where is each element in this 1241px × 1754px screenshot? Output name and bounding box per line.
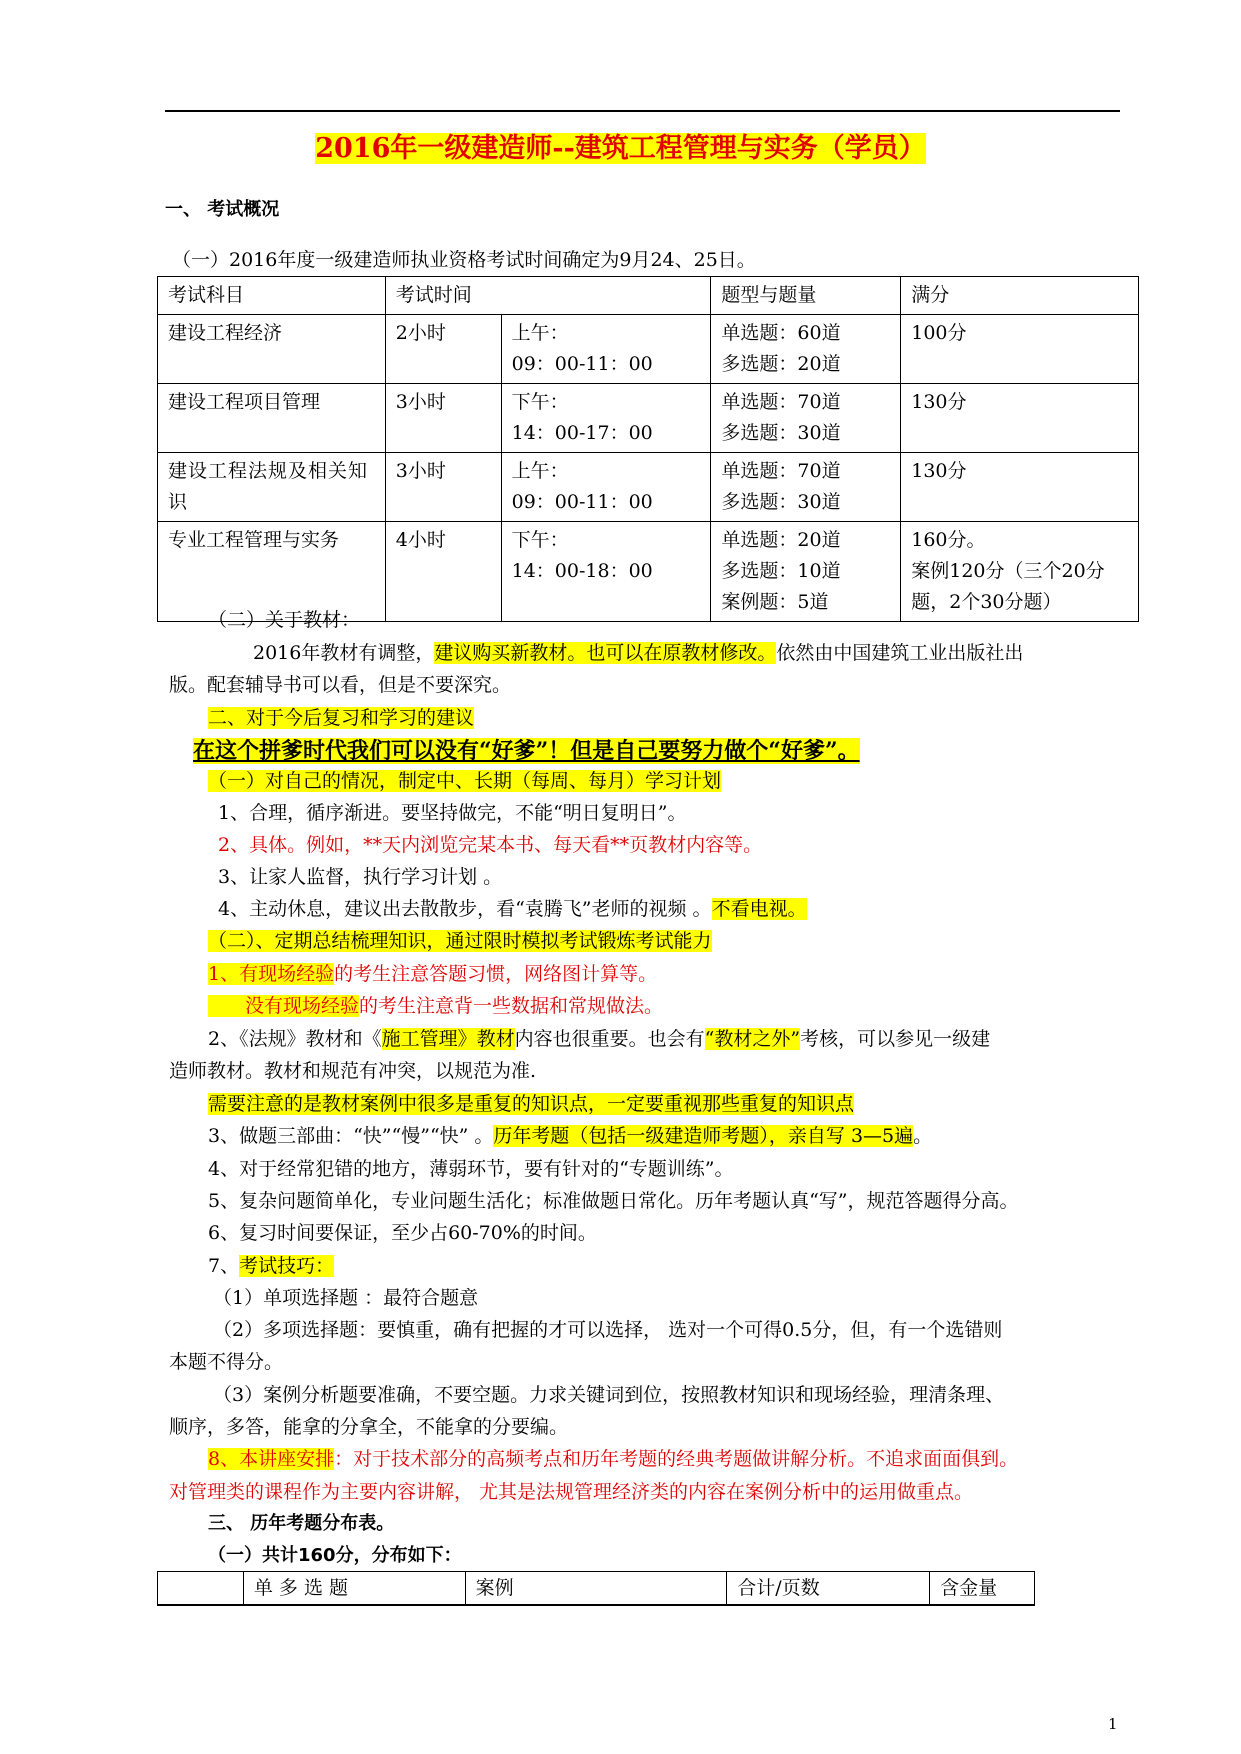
time-cell: 上午： 09：00-11：00 [501,453,711,522]
time-cell: 下午： 14：00-17：00 [501,384,711,453]
section-1-heading: 一、 考试概况 [165,199,280,220]
plan-item-3: 3、让家人监督，执行学习计划 。 [218,866,503,888]
duration-cell: 2小时 [385,315,501,384]
tip-3-cont: 顺序，多答，能拿的分拿全，不能拿的分要编。 [169,1416,569,1438]
score-cell: 100分 [901,315,1139,384]
tip-3: （3）案例分析题要准确，不要空题。力求关键词到位，按照教材知识和现场经验，理清条理、 [213,1384,1005,1406]
plan-item-4: 4、主动休息，建议出去散散步，看“袁腾飞”老师的视频 。不看电视。 [218,898,807,920]
review-item-6: 6、复习时间要保证，至少占60-70%的时间。 [208,1222,597,1244]
review-item-8-cont: 对管理类的课程作为主要内容讲解， 尤其是法规管理经济类的内容在案例分析中的运用做重点。 [169,1481,974,1503]
duration-cell: 3小时 [385,453,501,522]
header-cell: 满分 [901,277,1139,315]
time-cell: 上午： 09：00-11：00 [501,315,711,384]
exam-schedule-table [157,276,1139,622]
header-cell: 单 多 选 题 [243,1572,465,1606]
textbook-paragraph: 2016年教材有调整，建议购买新教材。也可以在原教材修改。依然由中国建筑工业出版社出 [253,642,1024,664]
header-cell: 考试时间 [385,277,711,315]
review-item-8: 8、本讲座安排：对于技术部分的高频考点和历年考题的经典考题做讲解分析。不追求面面俱到。 [208,1448,1019,1470]
header-cell: 案例 [465,1572,727,1606]
plan-item-2: 2、具体。例如，**天内浏览完某本书、每天看**页教材内容等。 [218,834,763,856]
section-3-heading: 三、 历年考题分布表。 [208,1513,395,1534]
header-cell: 题型与题量 [711,277,901,315]
questions-cell: 单选题：70道 多选题：30道 [711,453,901,522]
review-item-1: 1、有现场经验的考生注意答题习惯，网络图计算等。 [208,963,658,985]
review-note: 需要注意的是教材案例中很多是重复的知识点，一定要重视那些重复的知识点 [208,1093,855,1115]
header-rule [165,110,1120,112]
score-cell: 160分。 案例120分（三个20分题，2个30分题） [901,522,1139,622]
table-row [158,453,1139,522]
review-item-3: 3、做题三部曲：“快”“慢”“快” 。历年考题（包括一级建造师考题），亲自写 3—5遍。 [208,1125,933,1147]
section-3-subheading: （一）共计160分，分布如下： [208,1545,462,1566]
header-cell: 考试科目 [158,277,386,315]
review-item-7: 7、考试技巧： [208,1255,335,1277]
time-cell: 下午： 14：00-18：00 [501,522,711,622]
section-2-heading: 二、对于今后复习和学习的建议 [208,707,475,729]
table-row [158,384,1139,453]
plan-heading: （一）对自己的情况，制定中、长期（每周、每月）学习计划 [208,770,722,792]
table-header-row [158,277,1139,315]
score-cell: 130分 [901,384,1139,453]
slogan: 在这个拼爹时代我们可以没有“好爹”！但是自己要努力做个“好爹”。 [193,738,860,764]
table-header-row [158,1572,1035,1606]
review-item-2: 2、《法规》教材和《施工管理》教材内容也很重要。也会有“教材之外”考核，可以参见一级建 [208,1028,991,1050]
table-row [158,315,1139,384]
plan-item-1: 1、合理，循序渐进。要坚持做完，不能“明日复明日”。 [218,802,687,824]
questions-cell: 单选题：20道 多选题：10道 案例题：5道 [711,522,901,622]
distribution-table [157,1571,1035,1606]
section-1-subheading: （一）2016年度一级建造师执业资格考试时间确定为9月24、25日。 [172,249,756,271]
tip-2-cont: 本题不得分。 [169,1351,284,1373]
textbook-paragraph-cont: 版。配套辅导书可以看，但是不要深究。 [169,674,512,696]
subject-cell: 专业工程管理与实务 [158,522,386,622]
review-item-4: 4、对于经常犯错的地方，薄弱环节，要有针对的“专题训练”。 [208,1158,734,1180]
questions-cell: 单选题：70道 多选题：30道 [711,384,901,453]
header-cell: 合计/页数 [727,1572,930,1606]
subject-cell: 建设工程项目管理 [158,384,386,453]
review-heading: （二）、定期总结梳理知识，通过限时模拟考试锻炼考试能力 [208,930,712,952]
page-title: 2016年一级建造师--建筑工程管理与实务（学员） [315,133,926,164]
review-item-2-cont: 造师教材。教材和规范有冲突，以规范为准. [169,1060,537,1082]
header-cell [158,1572,244,1606]
score-cell: 130分 [901,453,1139,522]
questions-cell: 单选题：60道 多选题：20道 [711,315,901,384]
subject-cell: 建设工程法规及相关知识 [158,453,386,522]
review-item-1b: 没有现场经验的考生注意背一些数据和常规做法。 [208,994,663,1018]
subject-cell: 建设工程经济 [158,315,386,384]
review-item-5: 5、复杂问题简单化，专业问题生活化；标准做题日常化。历年考题认真“写”，规范答题得分高。 [208,1190,1019,1212]
tip-2: （2）多项选择题：要慎重，确有把握的才可以选择， 选对一个可得0.5分，但，有一个选错则 [213,1319,1003,1341]
duration-cell: 3小时 [385,384,501,453]
tip-1: （1）单项选择题 ：最符合题意 [213,1287,479,1309]
duration-cell: 4小时 [385,522,501,622]
header-cell: 含金量 [930,1572,1035,1606]
table-row [158,522,1139,622]
textbook-heading: （二）关于教材： [208,609,361,631]
page-number: 1 [1108,1715,1118,1733]
